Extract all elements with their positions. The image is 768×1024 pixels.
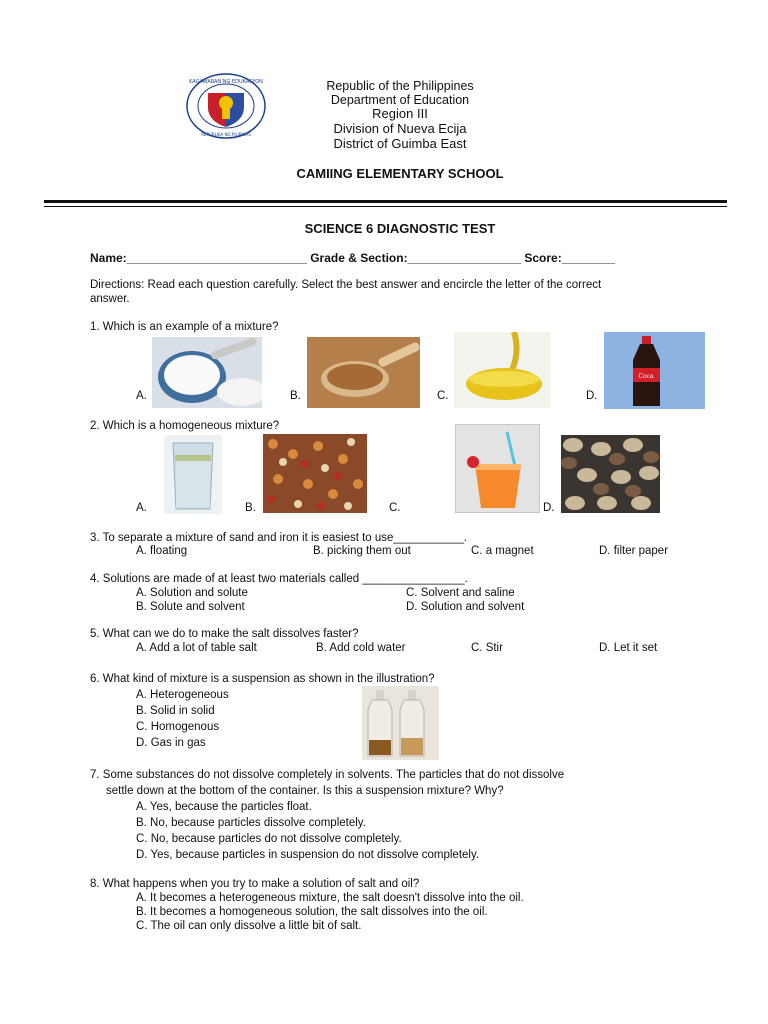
svg-text:KAGAWARAN NG EDUKASYON: KAGAWARAN NG EDUKASYON [189,79,263,85]
q2-question: 2. Which is a homogeneous mixture? [90,420,280,432]
q1-option-c[interactable]: C. [437,390,449,402]
directions-line-1: Directions: Read each question carefully. Select the best answer and encircle the letter of the correct [90,279,602,291]
header-region: Region III [372,106,428,121]
q7-option-c[interactable]: C. No, because particles do not dissolve completely. [136,833,402,845]
q7-option-a[interactable]: A. Yes, because the particles float. [136,801,312,813]
q2-option-b[interactable]: B. [245,502,256,514]
header-district: District of Guimba East [333,136,467,151]
test-title: SCIENCE 6 DIAGNOSTIC TEST [304,221,496,236]
q3-option-c[interactable]: C. a magnet [471,545,534,557]
q1-option-d[interactable]: D. [586,390,598,402]
q4-option-b[interactable]: B. Solute and solvent [136,601,245,613]
q4-option-d[interactable]: D. Solution and solvent [406,601,525,613]
q1-option-a[interactable]: A. [136,390,147,402]
header-rule-thick [44,200,727,203]
svg-text:Coca: Coca [638,373,654,380]
name-grade-score-line: Name:___________________________ Grade & Section:_________________ Score:________ [90,251,616,265]
q5-option-b[interactable]: B. Add cold water [316,642,406,654]
q1-option-b[interactable]: B. [290,390,301,402]
q3-option-a[interactable]: A. floating [136,545,188,557]
q6-question: 6. What kind of mixture is a suspension as shown in the illustration? [90,673,435,685]
q4-option-a[interactable]: A. Solution and solute [136,587,248,599]
q6-option-d[interactable]: D. Gas in gas [136,737,206,749]
q7-option-d[interactable]: D. Yes, because particles in suspension do not dissolve completely. [136,849,480,861]
q8-question: 8. What happens when you try to make a solution of salt and oil? [90,878,420,890]
header-republic: Republic of the Philippines [326,79,474,93]
q2-image-beans [263,434,367,513]
q2-image-pebbles [561,435,660,513]
q4-question: 4. Solutions are made of at least two materials called ________________. [90,573,468,585]
q5-option-d[interactable]: D. Let it set [599,642,658,654]
svg-text:REPUBLIKA NG PILIPINAS: REPUBLIKA NG PILIPINAS [201,132,251,137]
q3-option-b[interactable]: B. picking them out [313,545,411,557]
directions-line-2: answer. [90,293,130,305]
q6-option-c[interactable]: C. Homogenous [136,721,220,733]
q2-image-water [164,435,222,514]
header-division: Division of Nueva Ecija [333,121,467,136]
q6-option-a[interactable]: A. Heterogeneous [136,689,229,701]
q6-option-b[interactable]: B. Solid in solid [136,705,215,717]
q3-option-d[interactable]: D. filter paper [599,545,669,557]
q3-question: 3. To separate a mixture of sand and iron it is easiest to use___________. [90,532,467,544]
q2-option-a[interactable]: A. [136,502,147,514]
q7-question-line-1: 7. Some substances do not dissolve completely in solvents. The particles that do not dissolve [90,769,565,781]
q1-image-sugar [307,337,420,408]
q7-question-line-2: settle down at the bottom of the container. Is this a suspension mixture? Why? [106,785,504,797]
q5-question: 5. What can we do to make the salt dissolves faster? [90,628,359,640]
q2-image-juice [455,424,540,513]
q5-option-c[interactable]: C. Stir [471,642,503,654]
q1-image-oil [454,332,551,408]
school-name: CAMIING ELEMENTARY SCHOOL [296,166,504,181]
q7-option-b[interactable]: B. No, because particles dissolve completely. [136,817,366,829]
q2-option-c[interactable]: C. [389,502,401,514]
q8-option-c[interactable]: C. The oil can only dissolve a little bit of salt. [136,920,362,932]
q4-option-c[interactable]: C. Solvent and saline [406,587,515,599]
q5-option-a[interactable]: A. Add a lot of table salt [136,642,257,654]
q1-question: 1. Which is an example of a mixture? [90,321,279,333]
q1-image-salt [152,337,262,408]
q8-option-a[interactable]: A. It becomes a heterogeneous mixture, the salt doesn't dissolve into the oil. [136,892,524,904]
q6-image-suspension [362,686,439,760]
q1-image-cola [604,332,705,409]
q2-option-d[interactable]: D. [543,502,555,514]
header-rule-thin [44,206,727,207]
q8-option-b[interactable]: B. It becomes a homogeneous solution, the salt dissolves into the oil. [136,906,488,918]
header-department: Department of Education [330,93,470,107]
